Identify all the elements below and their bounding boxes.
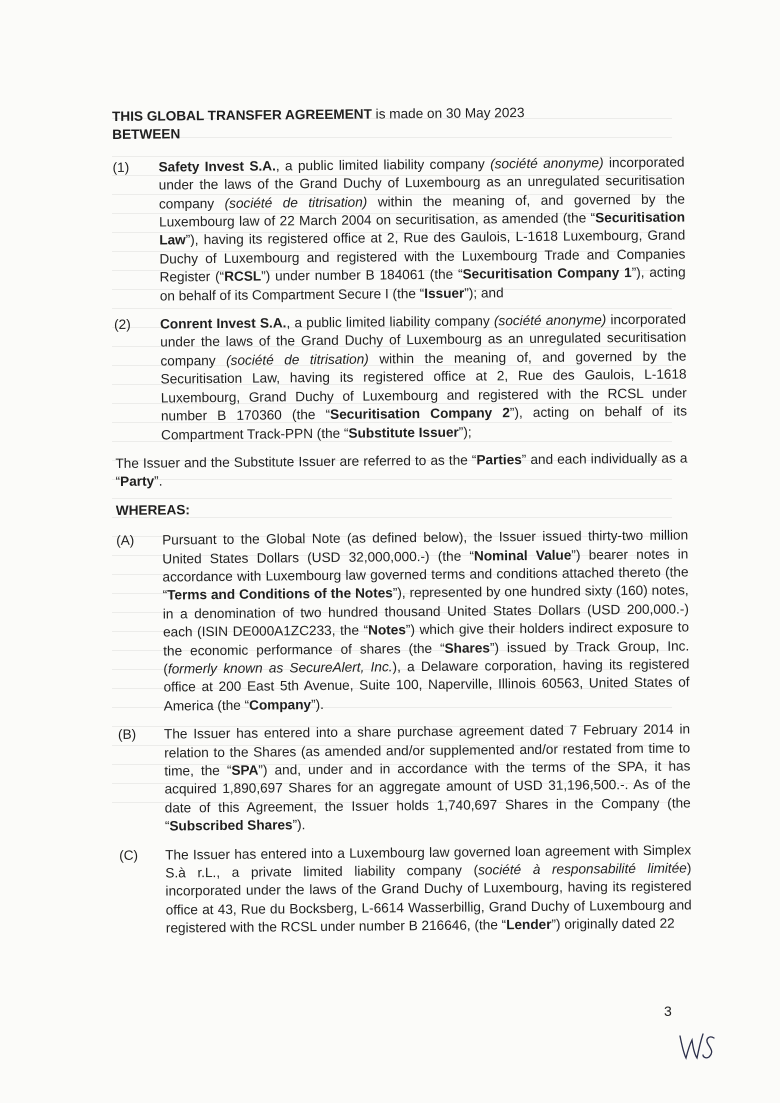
text-run: ”); bbox=[458, 424, 472, 440]
bold-term: Securitisation Law bbox=[159, 209, 686, 248]
parties-list bbox=[112, 153, 687, 445]
recital-b bbox=[118, 721, 691, 837]
bold-term: Conrent Invest S.A. bbox=[160, 315, 287, 332]
text-run: ), a Delaware corporation, having its registered office at 200 East 5th Avenue, Suite 100, Naperville, Illinois 60563, United States of America (the “ bbox=[163, 656, 690, 714]
recital-letter: (B) bbox=[117, 726, 137, 743]
page-number: 3 bbox=[664, 1003, 672, 1019]
bold-term: Notes bbox=[368, 622, 406, 638]
party-text bbox=[158, 153, 685, 305]
agreement-title-date: is made on 30 May 2023 bbox=[371, 105, 525, 122]
text-run: within the meaning of, and governed by the Luxembourg law of 22 March 2004 on securitisation, as amended (the “ bbox=[159, 191, 685, 230]
bold-term: Parties bbox=[476, 451, 522, 468]
recital-text bbox=[165, 841, 692, 938]
text-run: ”), represented by one hundred sixty (160) notes, in a denomination of two hundred thousand United States Dollars (USD 200,000.-) each (ISIN DE000A1ZC233, the “ bbox=[162, 582, 689, 640]
handwritten-initials bbox=[676, 1024, 720, 1068]
italic-phrase: (société anonyme) bbox=[490, 155, 604, 172]
text-run: ”), having its registered office at 2, Rue des Gaulois, L-1618 Luxembourg, Grand Duchy of Luxembourg and registered with the Luxembourg Trade and Companies Register (“ bbox=[159, 227, 686, 285]
text-run: ”) bearer notes in accordance with Luxembourg law governed terms and conditions attached thereto (the “ bbox=[162, 546, 689, 603]
text-run: The Issuer has entered into a share purchase agreement dated 7 February 2014 in relation to the Shares (as amended and/or supplemented and/or restated from time to time, the “ bbox=[163, 721, 691, 779]
recitals-list bbox=[116, 527, 692, 939]
italic-phrase: formerly known as SecureAlert, Inc. bbox=[167, 659, 393, 677]
bold-term: Nominal Value bbox=[473, 547, 572, 564]
recital-letter: (A) bbox=[116, 532, 135, 549]
text-run: ”) which give their holders indirect exposure to the economic performance of shares (the “ bbox=[163, 619, 690, 659]
bold-term: RCSL bbox=[224, 268, 262, 285]
bold-term: Lender bbox=[506, 917, 552, 933]
party-text bbox=[160, 311, 687, 445]
text-run: The Issuer has entered into a Luxembourg law governed loan agreement with Simplex S.à r.L., a private limited liability company ( bbox=[165, 842, 692, 881]
bold-term: Issuer bbox=[424, 285, 465, 301]
agreement-title-lead: THIS GLOBAL TRANSFER AGREEMENT bbox=[112, 106, 372, 124]
recital-text bbox=[162, 527, 690, 716]
italic-phrase: société à responsabilité limitée bbox=[477, 860, 687, 878]
bold-term: Party bbox=[120, 473, 155, 490]
italic-phrase: (société de titrisation) bbox=[224, 194, 368, 211]
between-heading: BETWEEN bbox=[112, 126, 181, 143]
whereas-heading: WHEREAS: bbox=[115, 501, 190, 518]
bold-term: Company bbox=[249, 696, 312, 713]
text-run: within the meaning of, and governed by the Securitisation Law, having its registered office at 2, Rue des Gaulois, L-1618 Luxembourg, Grand Duchy of Luxembourg and registered with the RCSL under number B 170360 (the “ bbox=[160, 348, 687, 424]
bold-term: Securitisation Company 2 bbox=[330, 405, 510, 423]
party-1 bbox=[112, 153, 685, 306]
party-number: (2) bbox=[114, 316, 131, 333]
text-run: The Issuer and the Substitute Issuer are referred to as the “ bbox=[115, 452, 477, 471]
bold-term: Substitute Issuer bbox=[348, 424, 459, 441]
text-run: , a public limited liability company bbox=[286, 313, 495, 331]
text-run: ”), acting on behalf of its Compartment Secure I (the “ bbox=[159, 264, 686, 304]
party-number: (1) bbox=[112, 159, 130, 175]
text-run: ”) originally dated 22 bbox=[551, 915, 675, 933]
text-run: ”), acting on behalf of its Compartment Track-PPN (the “ bbox=[161, 403, 688, 443]
recital-letter: (C) bbox=[119, 847, 139, 863]
text-run: ”); and bbox=[464, 284, 504, 301]
bold-term: Subscribed Shares bbox=[169, 817, 293, 834]
bold-term: Shares bbox=[444, 639, 490, 656]
text-run: ”). bbox=[292, 817, 306, 833]
italic-phrase: (société de titrisation) bbox=[226, 351, 369, 368]
bold-term: Terms and Conditions of the Notes bbox=[167, 585, 393, 603]
text-run: incorporated under the laws of the Grand Duchy of Luxembourg as an unregulated securitisation company bbox=[160, 311, 687, 369]
recital-a bbox=[116, 527, 690, 717]
italic-phrase: (société anonyme) bbox=[493, 312, 607, 329]
text-run: Pursuant to the Global Note (as defined below), the Issuer issued thirty-two million United States Dollars (USD 32,000,000.-) (the “ bbox=[162, 527, 689, 567]
text-run: ”. bbox=[154, 473, 163, 489]
text-run: ”) issued by Track Group, Inc. ( bbox=[163, 638, 690, 677]
text-run: ” and each individually as a “ bbox=[115, 450, 688, 490]
recital-c bbox=[119, 841, 692, 939]
bold-term: Securitisation Company 1 bbox=[462, 265, 632, 282]
text-run: ”). bbox=[310, 696, 324, 712]
text-run: incorporated under the laws of the Grand Duchy of Luxembourg as an unregulated securitisation company bbox=[158, 154, 685, 212]
bold-term: SPA bbox=[231, 762, 259, 778]
agreement-body bbox=[112, 103, 692, 949]
recital-text bbox=[164, 721, 691, 836]
text-run: ) incorporated under the laws of the Grand Duchy of Luxembourg, having its registered office at 43, Rue du Bocksberg, L-6614 Wasserbillig, Grand Duchy of Luxembourg and registered with the RCSL under number B 216646, (the “ bbox=[165, 860, 692, 936]
bold-term: Safety Invest S.A. bbox=[158, 158, 276, 175]
text-run: , a public limited liability company bbox=[275, 156, 491, 174]
party-2 bbox=[114, 311, 687, 445]
text-run: ”) under number B 184061 (the “ bbox=[261, 266, 463, 284]
text-run: ”) and, under and in accordance with the terms of the SPA, it has acquired 1,890,697 Shares for an aggregate amount of USD 31,196,500.-. As of the date of this Agreement, the Issuer holds 1,740,697 Shares in the Company (the “ bbox=[164, 758, 691, 834]
parties-definition bbox=[115, 449, 687, 491]
